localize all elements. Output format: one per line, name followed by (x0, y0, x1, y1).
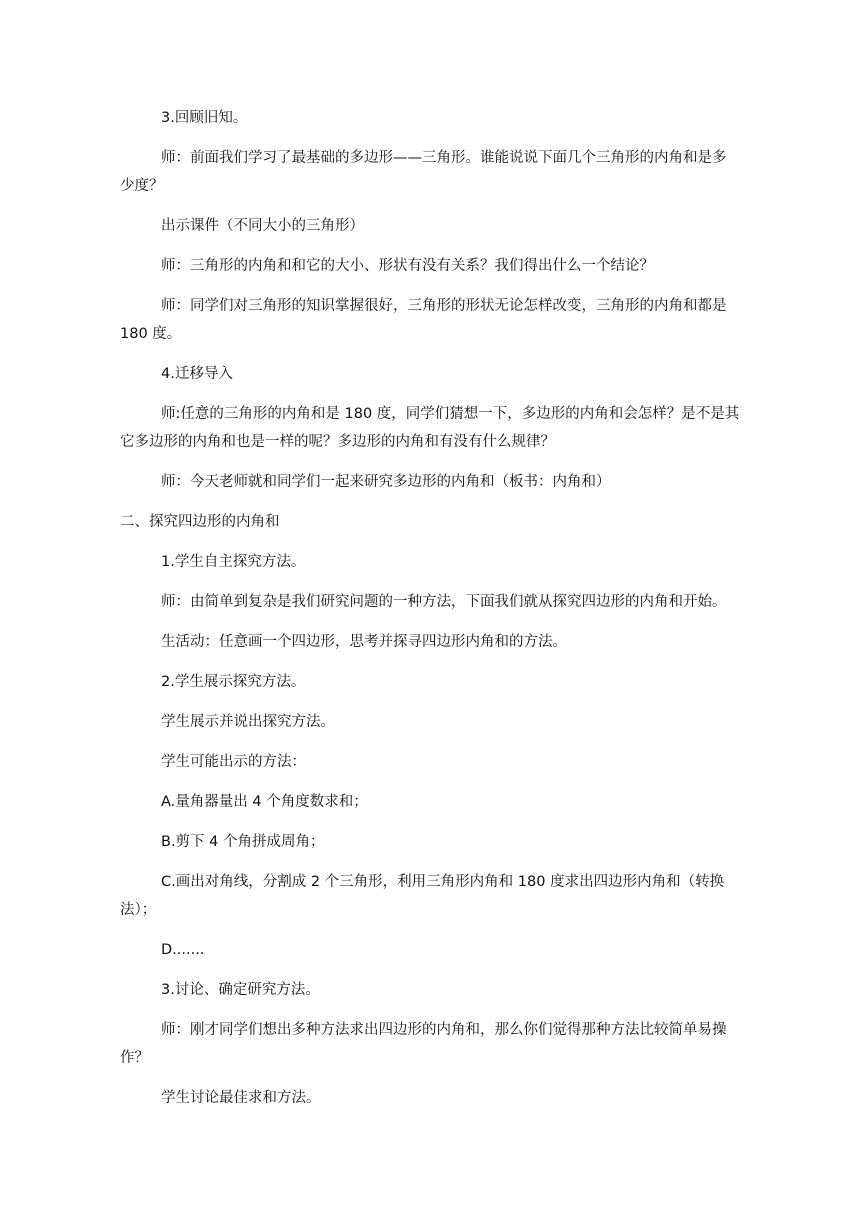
method-a: A.量角器量出 4 个角度数求和； (161, 794, 368, 810)
heading-discuss: 3.讨论、确定研究方法。 (161, 982, 320, 998)
paragraph-students-present: 学生展示并说出探究方法。 (161, 714, 335, 730)
paragraph-show-courseware: 出示课件（不同大小的三角形） (161, 218, 364, 234)
heading-self-explore: 1.学生自主探究方法。 (161, 554, 306, 570)
paragraph-teacher-question: 师：三角形的内角和和它的大小、形状有没有关系？我们得出什么一个结论？ (161, 258, 654, 274)
paragraph-possible-methods: 学生可能出示的方法： (161, 754, 306, 770)
method-c: C.画出对角线，分割成 2 个三角形，利用三角形内角和 180 度求出四边形内角和（转换法）； (120, 874, 725, 918)
heading-show-methods: 2.学生展示探究方法。 (161, 674, 306, 690)
paragraph-teacher-guess: 师:任意的三角形的内角和是 180 度，同学们猜想一下，多边形的内角和会怎样？是不是其它多边形的内角和也是一样的呢？多边形的内角和有没有什么规律？ (120, 406, 740, 450)
section-heading-quadrilateral: 二、探究四边形的内角和 (120, 514, 280, 530)
heading-transfer: 4.迁移导入 (161, 366, 233, 382)
paragraph-teacher-triangle-intro: 师：前面我们学习了最基础的多边形——三角形。谁能说说下面几个三角形的内角和是多少度？ (120, 150, 727, 194)
paragraph-teacher-today: 师：今天老师就和同学们一起来研究多边形的内角和（板书：内角和） (161, 474, 611, 490)
paragraph-teacher-simple-to-complex: 师：由简单到复杂是我们研究问题的一种方法，下面我们就从探究四边形的内角和开始。 (161, 594, 727, 610)
paragraph-students-discuss: 学生讨论最佳求和方法。 (161, 1090, 321, 1106)
paragraph-teacher-which-method: 师：刚才同学们想出多种方法求出四边形的内角和，那么你们觉得那种方法比较简单易操作？ (120, 1022, 727, 1066)
method-d: D....... (161, 942, 205, 958)
paragraph-student-activity: 生活动：任意画一个四边形，思考并探寻四边形内角和的方法。 (161, 634, 567, 650)
heading-review: 3.回顾旧知。 (161, 110, 248, 126)
paragraph-teacher-conclusion: 师：同学们对三角形的知识掌握很好，三角形的形状无论怎样改变，三角形的内角和都是 180 度。 (120, 298, 727, 342)
method-b: B.剪下 4 个角拼成周角； (161, 834, 325, 850)
